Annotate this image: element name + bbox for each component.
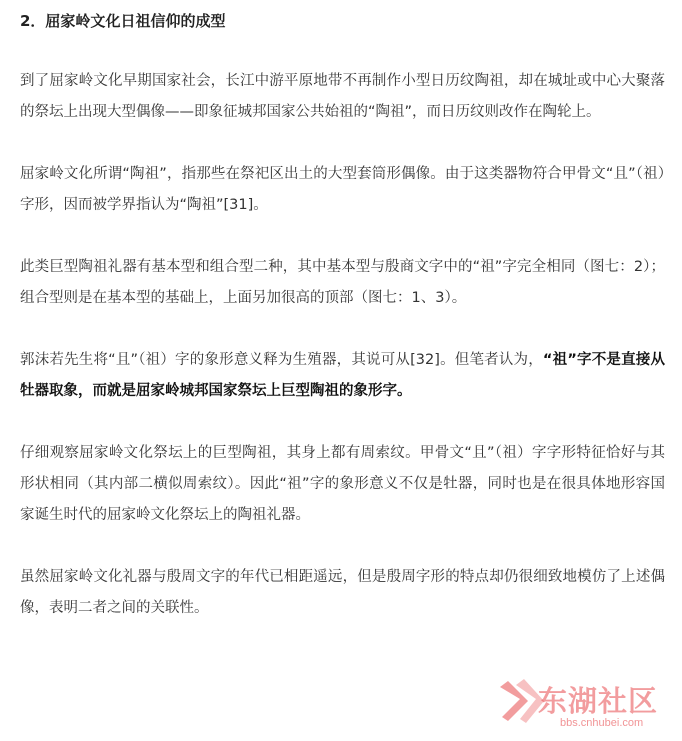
paragraph-4-bold-text: “祖”字不是直接从牡器取象，而就是屈家岭城邦国家祭坛上巨型陶祖的象形字。 (20, 352, 665, 399)
paragraph-3: 此类巨型陶祖礼器有基本型和组合型二种，其中基本型与殷商文字中的“祖”字完全相同（图七：2）；组合型则是在基本型的基础上，上面另加很高的顶部（图七：1、3）。 (20, 259, 665, 306)
watermark-site-name: 东湖社区 (538, 684, 659, 718)
paragraph-1: 到了屈家岭文化早期国家社会，长江中游平原地带不再制作小型日历纹陶祖，却在城址或中心大聚落的祭坛上出现大型偶像——即象征城邦国家公共始祖的“陶祖”，而日历纹则改作在陶轮上。 (20, 73, 665, 120)
paragraph-4 (20, 345, 665, 407)
paragraph-5: 仔细观察屈家岭文化祭坛上的巨型陶祖，其身上都有周索纹。甲骨文“且”（祖）字字形特征恰好与其形状相同（其内部二横似周索纹）。因此“祖”字的象形意义不仅是牡器，同时也是在很具体地形容国家诞生时代的屈家岭文化祭坛上的陶祖礼器。 (20, 445, 665, 523)
paragraph-4-normal-text: 郭沫若先生将“且”（祖）字的象形意义释为生殖器，其说可从[32]。但笔者认为， (20, 352, 543, 368)
watermark (494, 677, 672, 735)
paragraph-6: 虽然屈家岭文化礼器与殷周文字的年代已相距遥远，但是殷周字形的特点却仍很细致地模仿了上述偶像，表明二者之间的关联性。 (20, 569, 665, 616)
paragraph-2: 屈家岭文化所谓“陶祖”，指那些在祭祀区出土的大型套筒形偶像。由于这类器物符合甲骨文“且”（祖）字形，因而被学界指认为“陶祖”[31]。 (20, 166, 665, 213)
section-heading: 2．屈家岭文化日祖信仰的成型 (20, 12, 226, 30)
article-body (20, 9, 665, 655)
watermark-url: bbs.cnhubei.com (560, 717, 644, 729)
